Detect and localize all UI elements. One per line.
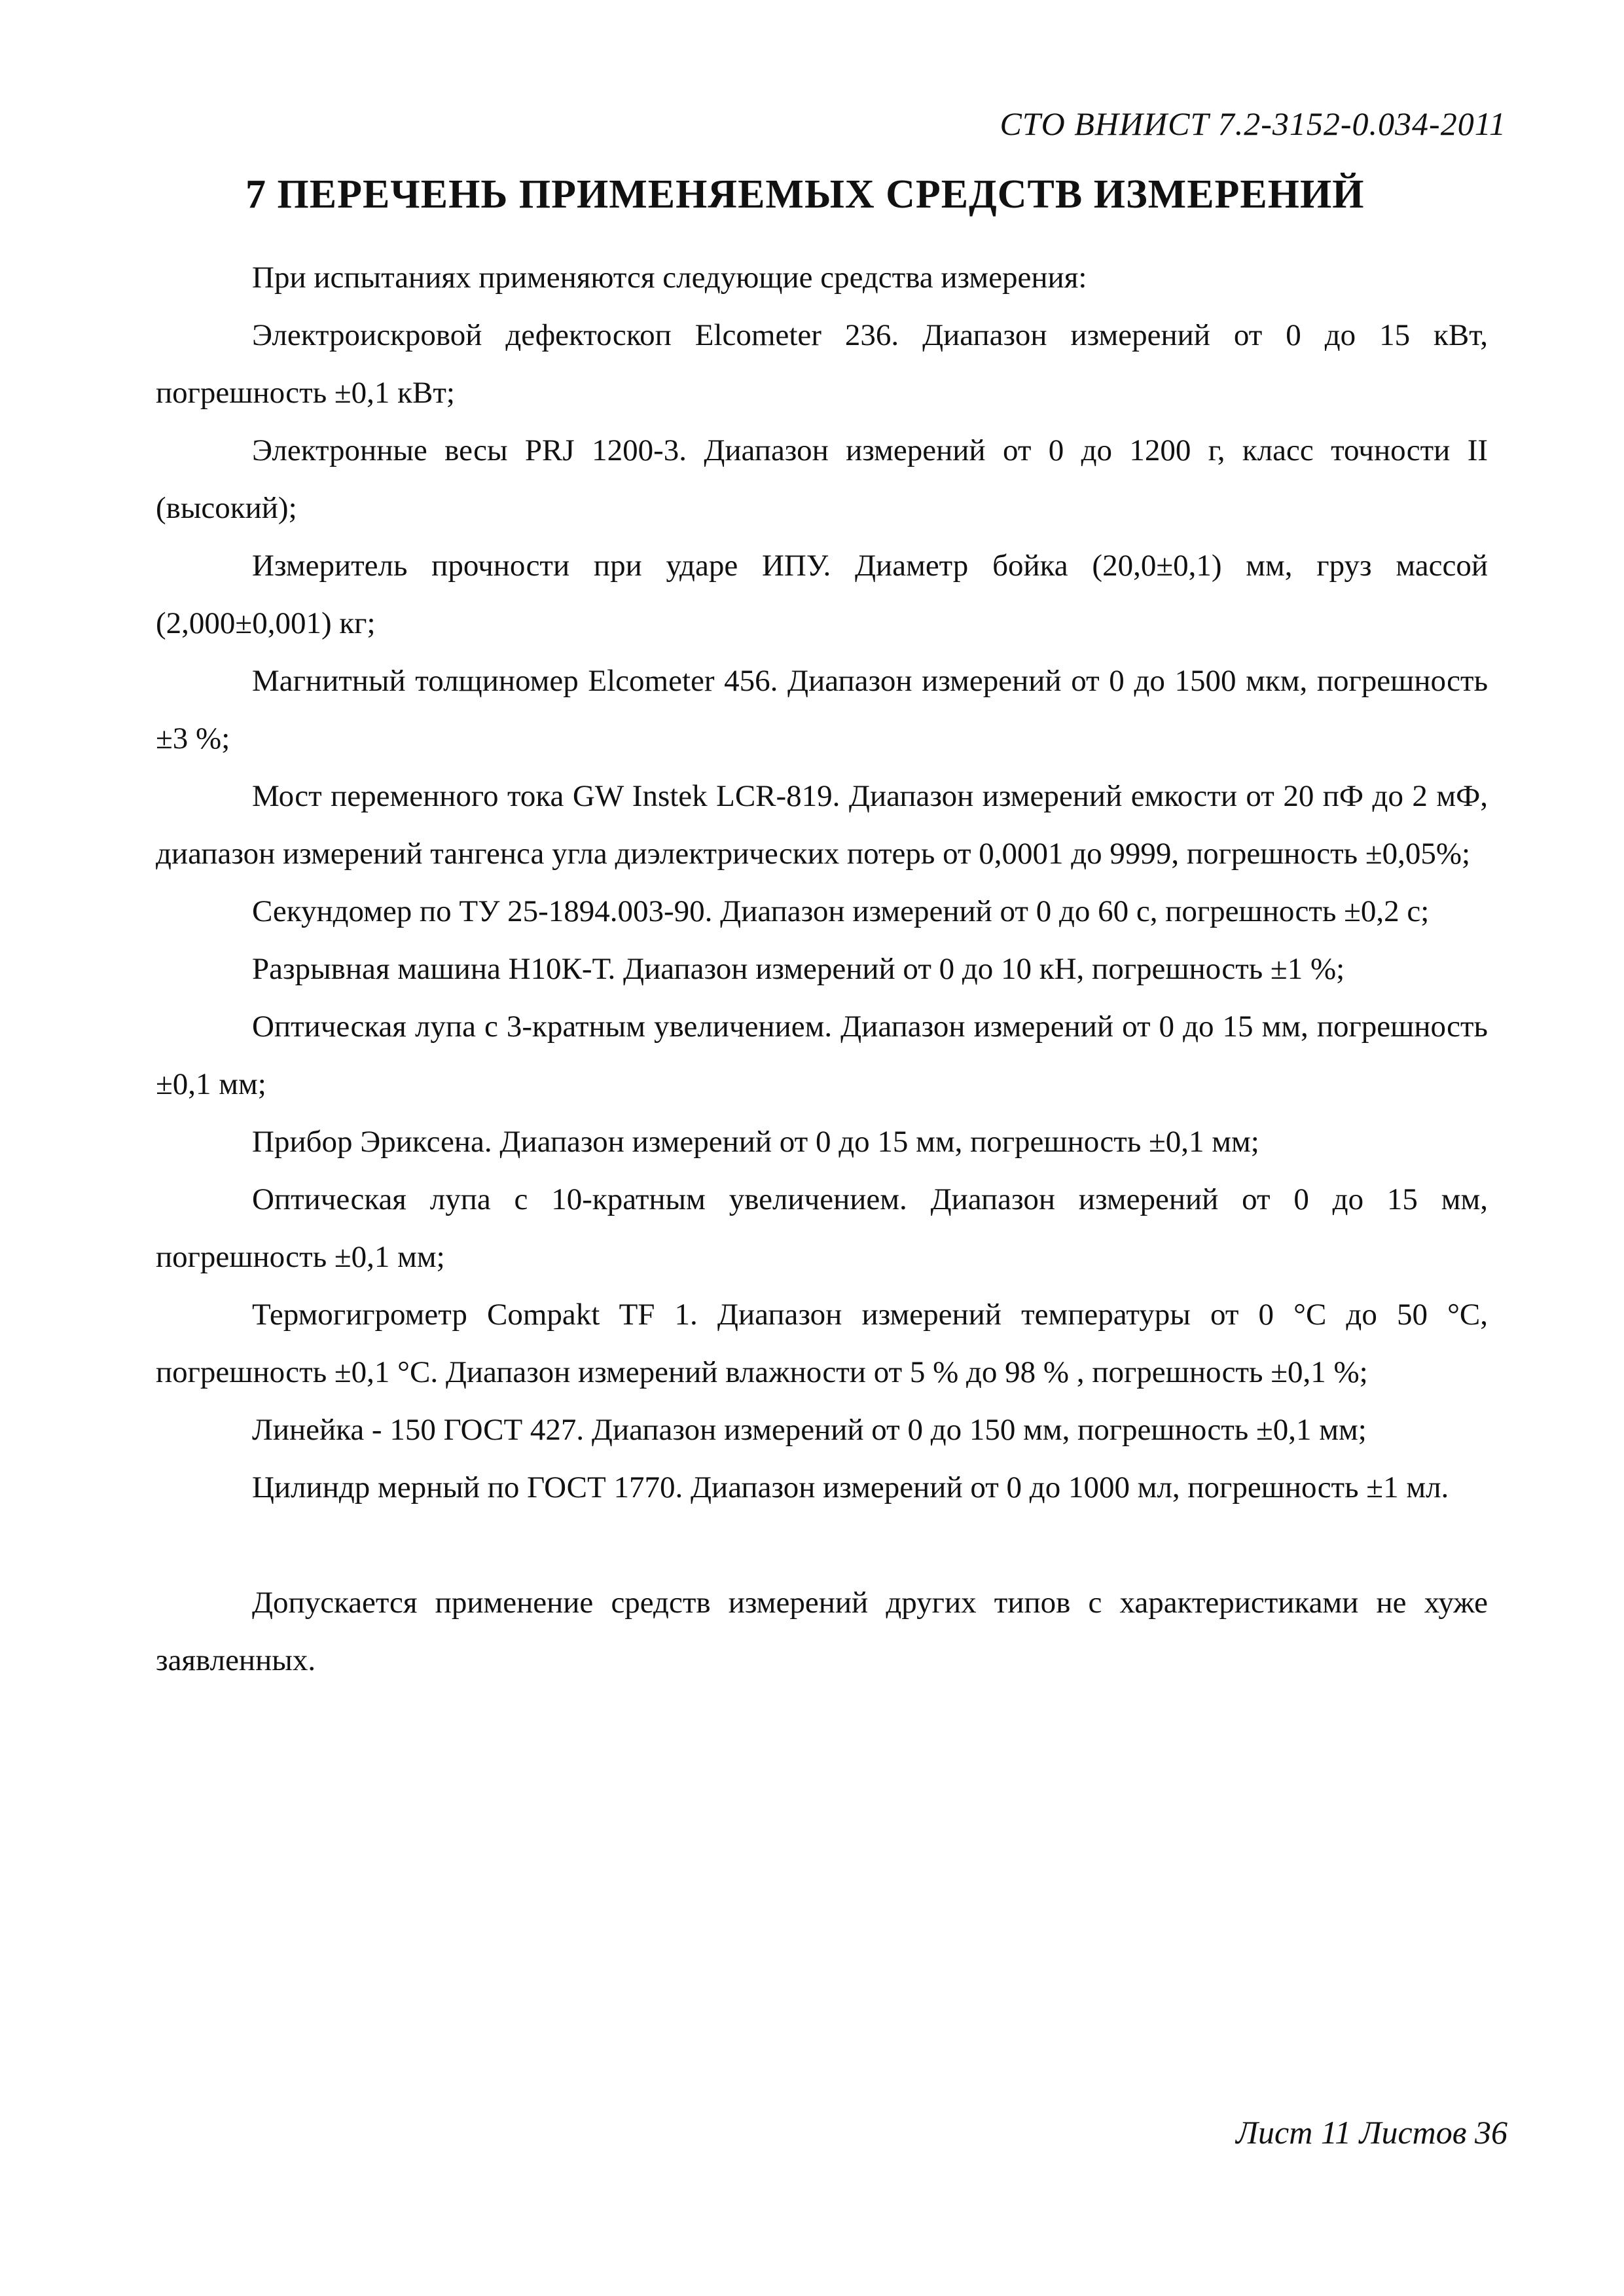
paragraph-instrument: Прибор Эриксена. Диапазон измерений от 0 до 15 мм, погрешность ±0,1 мм;	[252, 1125, 1259, 1159]
section-title: 7 ПЕРЕЧЕНЬ ПРИМЕНЯЕМЫХ СРЕДСТВ ИЗМЕРЕНИЙ	[245, 172, 1365, 217]
document-code: СТО ВНИИСТ 7.2-3152-0.034-2011	[1000, 105, 1506, 142]
paragraph-instrument: Линейка - 150 ГОСТ 427. Диапазон измерений от 0 до 150 мм, погрешность ±0,1 мм;	[252, 1413, 1367, 1447]
paragraph-instrument: Электронные весы PRJ 1200-3. Диапазон измерений от 0 до 1200 г, класс точности II (высокий);	[156, 433, 1488, 525]
paragraph-instrument: Цилиндр мерный по ГОСТ 1770. Диапазон измерений от 0 до 1000 мл, погрешность ±1 мл.	[252, 1470, 1449, 1504]
paragraph-closing: Допускается применение средств измерений других типов с характеристиками не хуже заявленных.	[156, 1586, 1488, 1677]
paragraph-instrument: Мост переменного тока GW Instek LCR-819. Диапазон измерений емкости от 20 пФ до 2 мФ, диапазон измерений тангенса угла диэлектрических потерь от 0,0001 до 9999, погрешность ±0,05%;	[156, 779, 1488, 871]
paragraph-instrument: Электроискровой дефектоскоп Elcometer 236. Диапазон измерений от 0 до 15 кВт, погрешность ±0,1 кВт;	[156, 318, 1488, 410]
paragraph-instrument: Оптическая лупа с 10-кратным увеличением. Диапазон измерений от 0 до 15 мм, погрешность ±0,1 мм;	[156, 1182, 1488, 1274]
paragraph-intro: При испытаниях применяются следующие средства измерения:	[252, 261, 1087, 295]
section-body	[156, 249, 1488, 1689]
paragraph-instrument: Разрывная машина Н10К-Т. Диапазон измерений от 0 до 10 кН, погрешность ±1 %;	[252, 952, 1345, 986]
paragraph-instrument: Оптическая лупа с 3-кратным увеличением. Диапазон измерений от 0 до 15 мм, погрешность ±0,1 мм;	[156, 1010, 1488, 1101]
paragraph-instrument: Термогигрометр Compakt TF 1. Диапазон измерений температуры от 0 °С до 50 °С, погрешность ±0,1 °С. Диапазон измерений влажности от 5 % до 98 % , погрешность ±0,1 %;	[156, 1298, 1488, 1389]
sheet-number: Лист 11 Листов 36	[1236, 2114, 1507, 2151]
paragraph-instrument: Измеритель прочности при ударе ИПУ. Диаметр бойка (20,0±0,1) мм, груз массой (2,000±0,001) кг;	[156, 549, 1488, 640]
paragraph-instrument: Магнитный толщиномер Elcometer 456. Диапазон измерений от 0 до 1500 мкм, погрешность ±3 %;	[156, 664, 1488, 756]
paragraph-instrument: Секундомер по ТУ 25-1894.003-90. Диапазон измерений от 0 до 60 с, погрешность ±0,2 с;	[252, 894, 1430, 928]
